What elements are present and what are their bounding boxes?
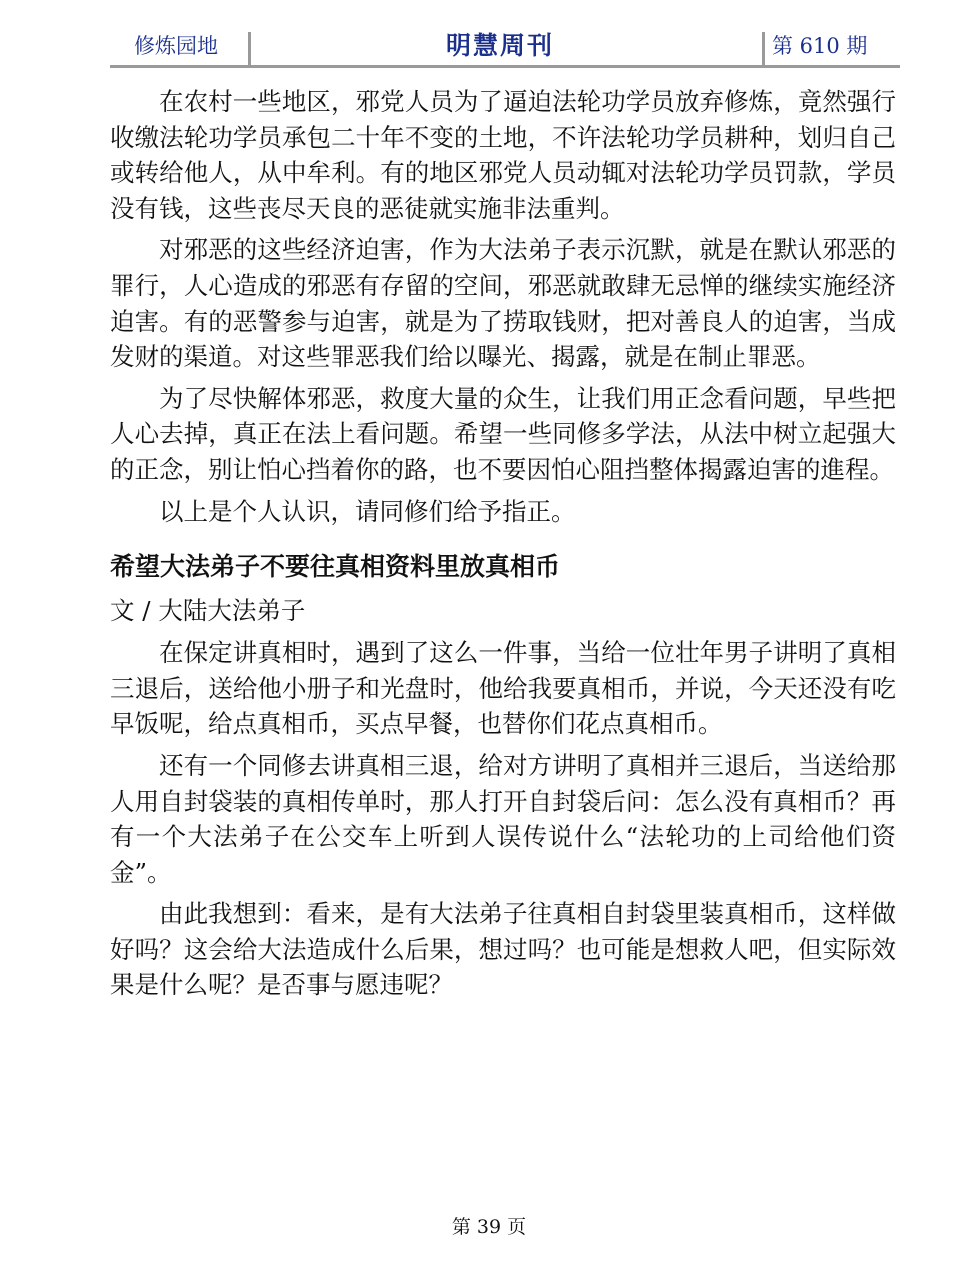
section-name: 修炼园地	[134, 34, 218, 58]
header-divider-left	[248, 32, 251, 66]
header-divider-right	[762, 32, 765, 66]
paragraph: 在农村一些地区，邪党人员为了逼迫法轮功学员放弃修炼，竟然强行收缴法轮功学员承包二十年不变的土地，不许法轮功学员耕种，划归自己或转给他人，从中牟利。有的地区邪党人员动辄对法轮功学员罚款，学员没有钱，这些丧尽天良的恶徒就实施非法重判。	[110, 87, 896, 223]
page-number: 第 39 页	[451, 1216, 527, 1238]
article-byline: 文 / 大陆大法弟子	[110, 596, 306, 626]
paragraph: 在保定讲真相时，遇到了这么一件事，当给一位壮年男子讲明了真相三退后，送给他小册子和光盘时，他给我要真相币，并说，今天还没有吃早饭呢，给点真相币，买点早餐，也替你们花点真相币。	[110, 638, 896, 739]
paragraph: 以上是个人认识，请同修们给予指正。	[159, 496, 576, 526]
publication-title: 明慧周刊	[445, 31, 554, 60]
page-header	[110, 26, 900, 68]
paragraph: 为了尽快解体邪恶，救度大量的众生，让我们用正念看问题，早些把人心去掉，真正在法上看问题。希望一些同修多学法，从法中树立起强大的正念，别让怕心挡着你的路，也不要因怕心阻挡整体揭露迫害的進程。	[110, 383, 896, 484]
paragraph: 对邪恶的这些经济迫害，作为大法弟子表示沉默，就是在默认邪恶的罪行，人心造成的邪恶有存留的空间，邪恶就敢肆无忌惮的继续实施经济迫害。有的恶警参与迫害，就是为了捞取钱财，把对善良人的迫害，当成发财的渠道。对这些罪恶我们给以曝光、揭露，就是在制止罪恶。	[110, 235, 896, 372]
issue-number: 第 610 期	[772, 34, 868, 58]
header-rule	[110, 65, 900, 68]
page-body	[110, 84, 896, 1009]
paragraph: 由此我想到：看来，是有大法弟子往真相自封袋里装真相币，这样做好吗？这会给大法造成什么后果，想过吗？也可能是想救人吧，但实际效果是什么呢？是否事与愿违呢？	[110, 899, 896, 1000]
paragraph: 还有一个同修去讲真相三退，给对方讲明了真相并三退后，当送给那人用自封袋装的真相传单时，那人打开自封袋后问：怎么没有真相币？再有一个大法弟子在公交车上听到人误传说什么“法轮功的上司给他们资金”。	[110, 750, 896, 887]
article-title: 希望大法弟子不要往真相资料里放真相币	[110, 552, 561, 582]
